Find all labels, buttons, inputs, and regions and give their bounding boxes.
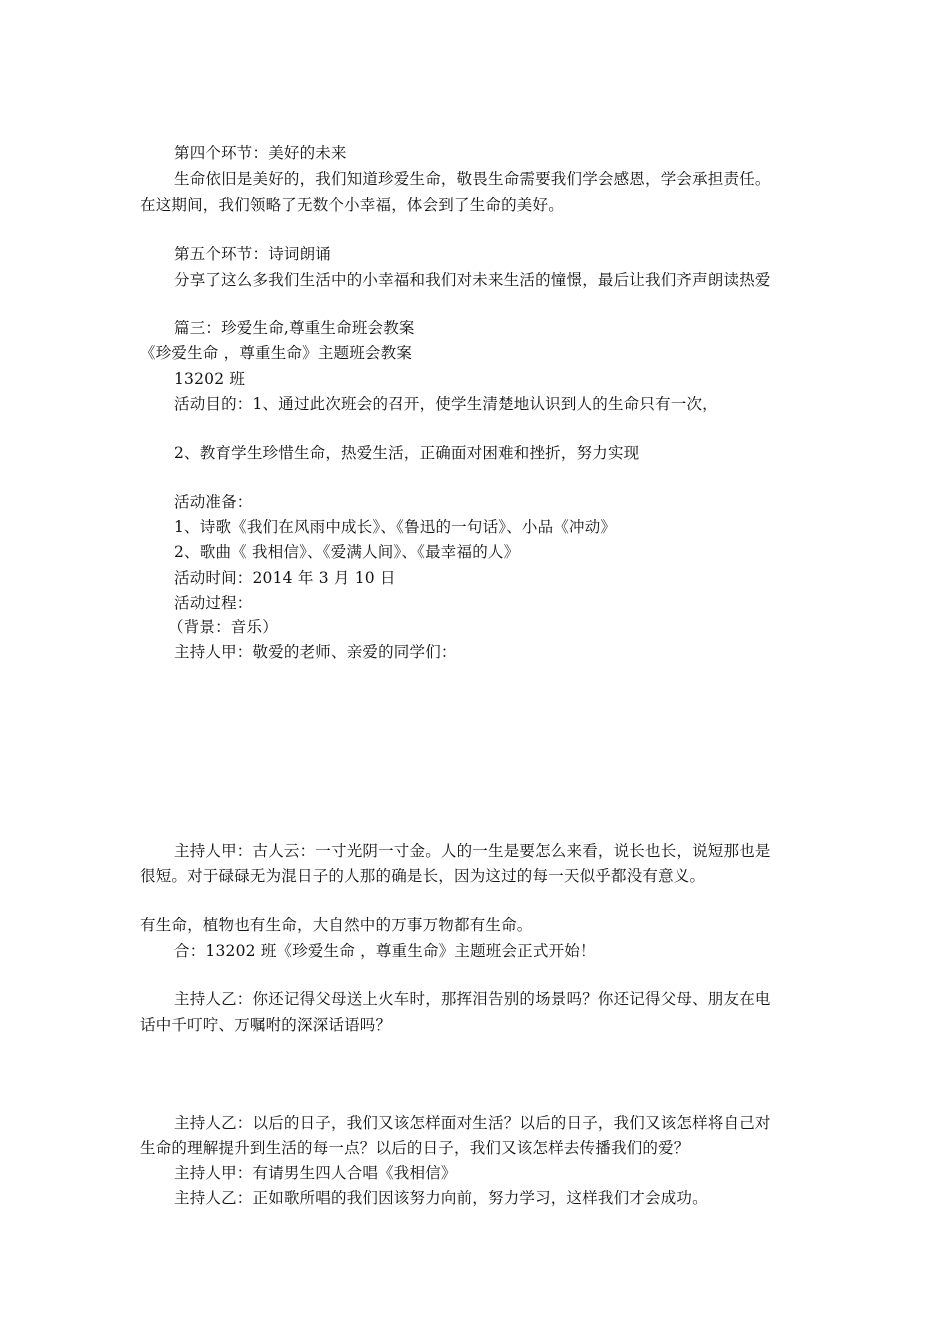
- host-b-paragraph-line: 生命的理解提升到生活的每一点？以后的日子，我们又该怎样去传播我们的爱？: [140, 1139, 690, 1157]
- part3-title: 篇三：珍爱生命,尊重生命班会教案: [174, 319, 415, 337]
- prep-heading: 活动准备：: [174, 493, 253, 511]
- activity-goal-1: 活动目的：1、通过此次班会的召开，使学生清楚地认识到人的生命只有一次，: [174, 395, 718, 413]
- host-a-paragraph-line: 很短。对于碌碌无为混日子的人那的确是长，因为这过的每一天似乎都没有意义。: [140, 867, 706, 885]
- activity-time: 活动时间：2014 年 3 月 10 日: [174, 569, 396, 587]
- host-b-paragraph-line: 主持人乙：以后的日子，我们又该怎样面对生活？以后的日子，我们又该怎样将自己对: [174, 1114, 771, 1132]
- prep-item-1: 1、诗歌《我们在风雨中成长》、《鲁迅的一句话》、小品《冲动》: [174, 518, 617, 536]
- section5-heading: 第五个环节：诗词朗诵: [174, 245, 332, 263]
- nature-line: 有生命，植物也有生命，大自然中的万事万物都有生命。: [140, 916, 533, 934]
- host-a-line: 主持人甲：敬爱的老师、亲爱的同学们：: [174, 643, 457, 661]
- host-a-paragraph-line: 主持人甲：古人云：一寸光阴一寸金。人的一生是要怎么来看，说长也长，说短那也是: [174, 842, 771, 860]
- host-b-line: 主持人乙：正如歌所唱的我们因该努力向前，努力学习，这样我们才会成功。: [174, 1189, 708, 1207]
- section4-paragraph-line: 在这期间，我们领略了无数个小幸福，体会到了生命的美好。: [140, 196, 564, 214]
- host-b-paragraph-line: 话中千叮咛、万嘱咐的深深话语吗？: [140, 1016, 392, 1034]
- section5-paragraph-line: 分享了这么多我们生活中的小幸福和我们对未来生活的憧憬，最后让我们齐声朗读热爱: [174, 271, 771, 289]
- prep-item-2: 2、歌曲《 我相信》、《爱满人间》、《最幸福的人》: [174, 543, 520, 561]
- activity-goal-2: 2、教育学生珍惜生命，热爱生活，正确面对困难和挫折，努力实现: [174, 444, 640, 462]
- host-a-line: 主持人甲：有请男生四人合唱《我相信》: [174, 1164, 457, 1182]
- class-label: 13202 班: [174, 370, 246, 388]
- section4-paragraph-line: 生命依旧是美好的，我们知道珍爱生命，敬畏生命需要我们学会感恩，学会承担责任。: [174, 170, 771, 188]
- process-heading: 活动过程：: [174, 594, 253, 612]
- part3-subtitle: 《珍爱生命 ，尊重生命》主题班会教案: [140, 344, 413, 362]
- together-line: 合：13202 班《珍爱生命 ，尊重生命》主题班会正式开始！: [174, 942, 596, 960]
- host-b-paragraph-line: 主持人乙：你还记得父母送上火车时，那挥泪告别的场景吗？你还记得父母、朋友在电: [174, 990, 771, 1008]
- section4-heading: 第四个环节：美好的未来: [174, 144, 347, 162]
- background-note: （背景：音乐）: [168, 618, 278, 636]
